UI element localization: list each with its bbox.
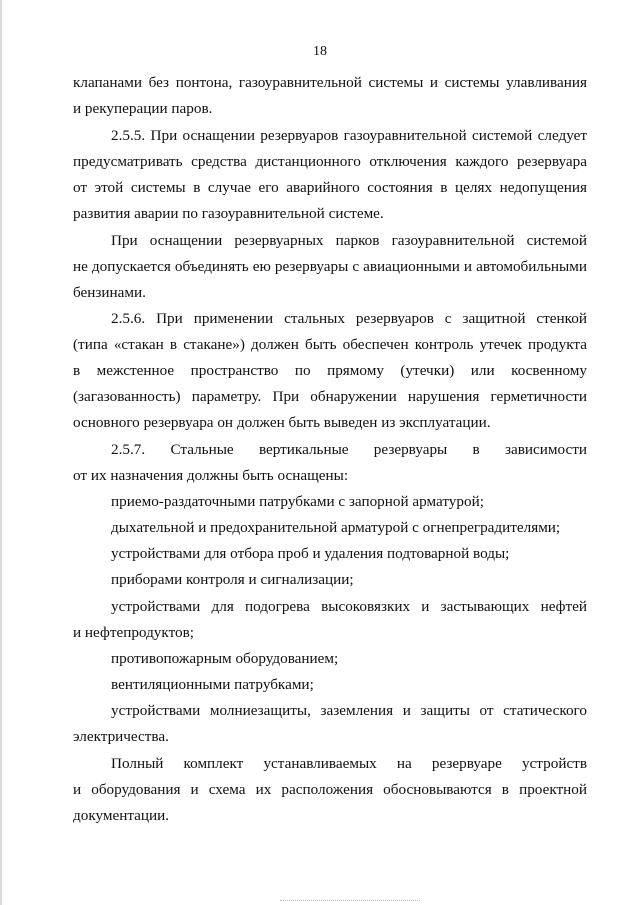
text-line: При оснащении резервуарных парков газоуравнительной системой (111, 232, 587, 249)
text-line: и оборудования и схема их расположения обосновываются в проектной (73, 781, 587, 798)
text-line: бензинами. (73, 284, 146, 301)
scan-edge (0, 0, 2, 905)
text-line: и нефтепродуктов; (73, 624, 194, 641)
list-item: вентиляционными патрубками; (111, 676, 314, 693)
text-line: 2.5.6. При применении стальных резервуаров с защитной стенкой (111, 310, 587, 327)
text-line: от этой системы в случае его аварийного состояния в целях недопущения (73, 179, 587, 196)
list-item: дыхательной и предохранительной арматурой с огнепреградителями; (111, 519, 561, 536)
text-line: основного резервуара он должен быть выведен из эксплуатации. (73, 414, 491, 431)
text-line: и рекуперации паров. (73, 100, 213, 117)
text-line: от их назначения должны быть оснащены: (73, 467, 349, 484)
list-item: устройствами для подогрева высоковязких и застывающих нефтей (111, 598, 587, 615)
text-line: предусматривать средства дистанционного отключения каждого резервуара (73, 153, 587, 170)
text-line: 2.5.7. Стальные вертикальные резервуары в зависимости (111, 441, 587, 458)
list-item: приемо-раздаточными патрубками с запорной арматурой; (111, 493, 484, 510)
text-line: развития аварии по газоуравнительной системе. (73, 205, 384, 222)
text-line: 2.5.5. При оснащении резервуаров газоуравнительной системой следует (111, 127, 587, 144)
text-line: электричества. (73, 728, 169, 745)
text-line: Полный комплект устанавливаемых на резервуаре устройств (111, 755, 587, 772)
text-line: в межстенное пространство по прямому (утечки) или косвенному (73, 362, 587, 379)
text-line: клапанами без понтона, газоуравнительной системы и системы улавливания (73, 74, 587, 91)
list-item: противопожарным оборудованием; (111, 650, 339, 667)
scan-artifact (280, 900, 420, 902)
text-line: (типа «стакан в стакане») должен быть обеспечен контроль утечек продукта (73, 336, 587, 353)
list-item: приборами контроля и сигнализации; (111, 571, 354, 588)
text-line: не допускается объединять ею резервуары с авиационными и автомобильными (73, 258, 587, 275)
page-number: 18 (313, 44, 327, 59)
list-item: устройствами для отбора проб и удаления подтоварной воды; (111, 545, 510, 562)
text-line: документации. (73, 807, 170, 824)
text-line: (загазованность) параметру. При обнаружении нарушения герметичности (73, 388, 587, 405)
list-item: устройствами молниезащиты, заземления и защиты от статического (111, 702, 587, 719)
